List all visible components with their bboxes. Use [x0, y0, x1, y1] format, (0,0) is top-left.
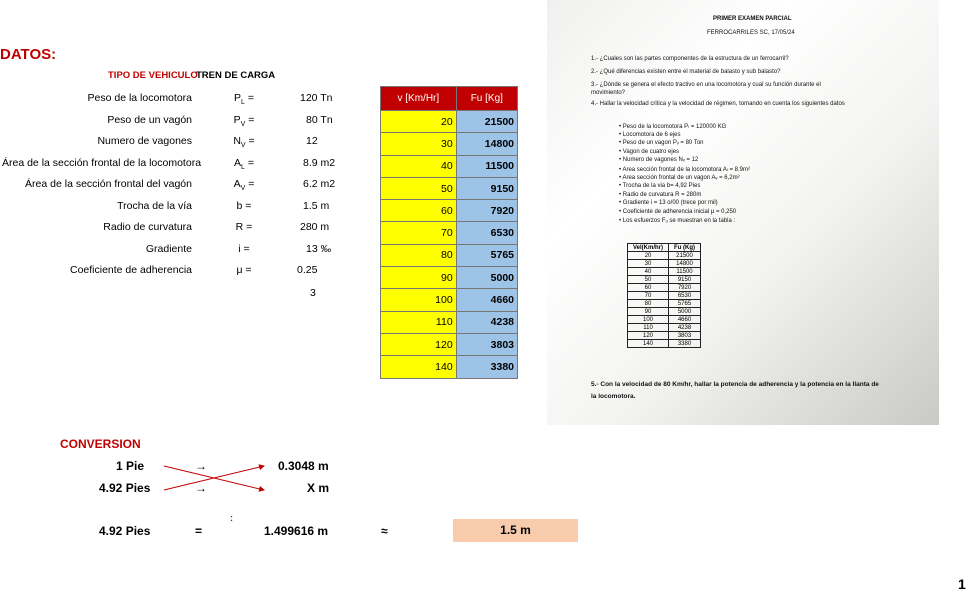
speed-cell: 70 — [381, 222, 457, 244]
exam-bullet-text: Los esfuerzos Fᵤ se muestran en la tabla : — [622, 217, 736, 224]
table-row — [381, 244, 518, 266]
exam-bullet — [619, 140, 704, 146]
exam-bullet — [619, 175, 740, 181]
bullet-dot-icon: • — [619, 167, 623, 173]
exam-bullet — [619, 123, 726, 130]
conv-row2-right: X m — [307, 481, 330, 495]
exam-bullet — [619, 192, 701, 198]
exam-bullet-text: Area sección frontal de un vagon Aᵥ = 6,2m² — [622, 174, 740, 181]
exam-table-row — [628, 332, 701, 340]
parameter-symbol — [214, 114, 274, 128]
parameter-symbol-main: A — [233, 178, 241, 190]
exam-bullet-text: Coeficiente de adherencia inicial μ = 0,250 — [622, 209, 737, 215]
exam-table-row — [628, 284, 701, 292]
exam-bullet-text: Vagon de cuatro ejes — [622, 148, 680, 155]
parameter-symbol — [214, 243, 274, 257]
exam-force-cell: 6530 — [669, 292, 701, 300]
force-cell: 6530 — [456, 222, 517, 244]
exam-table-row — [628, 276, 701, 284]
bullet-dot-icon: • — [619, 174, 623, 181]
parameter-value: 80 Tn — [306, 113, 333, 126]
bullet-dot-icon: • — [619, 191, 623, 198]
exam-speed-cell: 100 — [628, 316, 669, 324]
exam-bullet-text: Locomotora de 6 ejes — [622, 131, 681, 138]
parameter-value: 1.5 m — [303, 199, 330, 212]
exam-force-cell: 3803 — [669, 332, 701, 340]
parameter-symbol-main: μ — [236, 264, 243, 276]
result-approx: ≈ — [381, 524, 388, 538]
speed-cell: 120 — [381, 333, 457, 355]
exam-bullet-text: Peso de la locomotora Pₗ = 120000 KG — [622, 124, 727, 130]
parameter-symbol-main: i — [238, 242, 241, 255]
parameter-label: Peso de la locomotora — [87, 92, 192, 104]
conv-row2-arrow: → — [195, 481, 207, 495]
exam-title: PRIMER EXAMEN PARCIAL — [713, 16, 792, 22]
exam-speed-cell: 60 — [628, 284, 669, 292]
parameter-label: Área de la sección frontal del vagón — [25, 178, 192, 190]
exam-speed-cell: 120 — [628, 332, 669, 340]
exam-question: 3.- ¿Dónde se genera el efecto tractivo en una locomotora y cual su función durante el — [591, 82, 821, 88]
parameter-symbol — [214, 200, 274, 214]
parameter-label: Numero de vagones — [97, 135, 192, 147]
exam-force-cell: 21500 — [669, 252, 701, 260]
exam-bullet — [619, 183, 700, 189]
parameter-label: Área de la sección frontal de la locomotora — [2, 156, 202, 169]
parameter-equals: = — [245, 135, 255, 147]
exam-bullet-text: Radio de curvatura R = 280m — [622, 191, 702, 198]
exam-speed-cell: 110 — [628, 324, 669, 332]
parameter-equals: = — [245, 113, 255, 126]
parameter-symbol-main: P — [233, 113, 241, 126]
speed-cell: 60 — [381, 200, 457, 222]
header-speed: v [Km/Hr] — [381, 87, 457, 111]
bullet-dot-icon: • — [619, 148, 623, 155]
exam-bullet — [619, 149, 679, 155]
parameter-equals: = — [242, 199, 252, 212]
table-row — [381, 133, 518, 155]
exam-force-cell: 5765 — [669, 300, 701, 308]
parameter-value: 0.25 — [297, 264, 318, 276]
exam-bullet-text: Gradiente i = 13 o/00 (trece por mil) — [622, 200, 718, 207]
parameter-label: Radio de curvatura — [103, 221, 192, 233]
exam-question: 4.- Hallar la velocidad critica y la velocidad de régimen, tomando en cuenta los siguientes datos — [591, 101, 845, 107]
bullet-dot-icon: • — [619, 200, 623, 207]
speed-cell: 50 — [381, 177, 457, 199]
parameter-value: 120 Tn — [300, 92, 333, 104]
exam-question-5-cont: la locomotora. — [591, 393, 636, 400]
table-row — [381, 200, 518, 222]
bullet-dot-icon: • — [619, 209, 623, 215]
parameter-value: 12 — [306, 135, 318, 147]
exam-question: movimiento? — [591, 90, 626, 96]
parameter-symbol — [214, 221, 274, 235]
exam-table-row — [628, 300, 701, 308]
parameter-symbol-main: N — [233, 135, 241, 147]
force-cell: 3380 — [456, 356, 517, 378]
table-row — [381, 267, 518, 289]
parameter-equals: = — [242, 264, 252, 276]
exam-force-cell: 3380 — [669, 340, 701, 348]
exam-force-cell: 4238 — [669, 324, 701, 332]
conv-row2-left: 4.92 Pies — [99, 481, 151, 495]
parameter-symbol-main: P — [234, 92, 242, 104]
exam-table-row — [628, 260, 701, 268]
table-row — [381, 311, 518, 333]
exam-speed-cell: 40 — [628, 268, 669, 276]
parameter-label: Trocha de la vía — [117, 199, 192, 212]
parameter-equals: = — [244, 156, 254, 169]
parameter-label: Peso de un vagón — [107, 113, 192, 126]
exam-bullet-text: Numero de vagones Nᵥ = 12 — [622, 157, 699, 164]
force-cell: 7920 — [456, 200, 517, 222]
parameter-equals: = — [240, 242, 250, 255]
parameter-symbol-main: R — [235, 221, 244, 233]
vehicle-type-value: TREN DE CARGA — [196, 70, 276, 81]
parameter-symbol — [214, 178, 274, 192]
parameter-symbol-sub: V — [240, 142, 246, 150]
bullet-dot-icon: • — [619, 157, 623, 164]
parameter-value: 13 ‰ — [306, 242, 332, 255]
force-cell: 5765 — [456, 244, 517, 266]
exam-question-5: 5.- Con la velocidad de 80 Km/hr, hallar la potencia de adherencia y la potencia en la llanta de — [591, 381, 879, 388]
result-left: 4.92 Pies — [99, 524, 151, 538]
speed-cell: 30 — [381, 133, 457, 155]
exam-table — [627, 243, 701, 348]
table-row — [381, 222, 518, 244]
parameter-symbol-sub: L — [241, 99, 245, 107]
parameter-symbol — [214, 264, 274, 278]
parameter-symbol-main: A — [234, 156, 242, 169]
parameter-label: Gradiente — [145, 242, 192, 255]
exam-table-row — [628, 268, 701, 276]
exam-table-row — [628, 252, 701, 260]
exam-bullet — [619, 166, 750, 173]
parameter-label: Coeficiente de adherencia — [69, 264, 192, 276]
speed-cell: 80 — [381, 244, 457, 266]
force-cell: 3803 — [456, 333, 517, 355]
conv-row1-arrow: → — [195, 459, 207, 473]
speed-cell: 100 — [381, 289, 457, 311]
cross-multiply-lines — [160, 462, 270, 494]
speed-cell: 40 — [381, 155, 457, 177]
result-equals: = — [195, 524, 203, 538]
exam-table-row — [628, 308, 701, 316]
table-row — [381, 356, 518, 378]
exam-bullet — [619, 209, 736, 215]
page-title: DATOS: — [0, 46, 57, 63]
parameter-value: 280 m — [300, 221, 330, 233]
exam-bullet-text: Peso de un vagon Pᵥ = 80 Ton — [622, 140, 704, 147]
exam-table-row — [628, 316, 701, 324]
force-cell: 4238 — [456, 311, 517, 333]
result-value: 1.499616 m — [264, 524, 329, 538]
exam-subtitle: FERROCARRILES SC, 17/05/24 — [707, 30, 795, 36]
speed-force-table — [380, 86, 518, 379]
speed-cell: 90 — [381, 267, 457, 289]
exam-bullet-text: Trocha de la via b= 4,92 Pies — [622, 183, 701, 190]
parameter-symbol-sub: L — [241, 163, 245, 171]
result-rounded: 1.5 m — [453, 519, 578, 542]
exam-question: 1.- ¿Cuales son las partes componentes de la estructura de un ferrocarril? — [591, 56, 789, 62]
extra-number: 3 — [310, 287, 316, 299]
bullet-dot-icon: • — [619, 131, 623, 138]
table-row — [381, 289, 518, 311]
bullet-dot-icon: • — [619, 140, 623, 147]
table-row — [381, 155, 518, 177]
exam-speed-cell: 80 — [628, 300, 669, 308]
exam-speed-cell: 50 — [628, 276, 669, 284]
vehicle-type-label: TIPO DE VEHICULO — [108, 70, 198, 81]
bullet-dot-icon: • — [619, 124, 623, 130]
exam-force-cell: 4660 — [669, 316, 701, 324]
conversion-title: CONVERSION — [60, 437, 141, 451]
table-row — [381, 333, 518, 355]
force-cell: 9150 — [456, 177, 517, 199]
page-number: 1 — [958, 576, 966, 592]
exam-paper — [547, 0, 939, 425]
colon-mark: : — [230, 513, 233, 523]
exam-table-row — [628, 324, 701, 332]
parameter-equals: = — [245, 178, 255, 190]
parameter-symbol-sub: V — [240, 120, 246, 128]
exam-question: 2.- ¿Qué diferencias existen entre el material de balasto y sub balasto? — [591, 69, 781, 75]
parameter-equals: = — [243, 221, 253, 233]
exam-force-cell: 9150 — [669, 276, 701, 284]
header-force: Fu [Kg] — [456, 87, 517, 111]
exam-table-header-speed: Vel(Km/hr) — [628, 244, 669, 252]
speed-cell: 20 — [381, 111, 457, 133]
conv-row1-right: 0.3048 m — [278, 459, 329, 473]
parameter-symbol — [214, 135, 274, 149]
speed-cell: 140 — [381, 356, 457, 378]
force-cell: 14800 — [456, 133, 517, 155]
exam-speed-cell: 30 — [628, 260, 669, 268]
parameter-symbol-sub: V — [240, 185, 246, 193]
exam-force-cell: 5000 — [669, 308, 701, 316]
exam-table-header-force: Fu (Kg) — [669, 244, 701, 252]
exam-bullet-text: Area sección frontal de la locomotora Aₗ = 8.9m² — [622, 167, 750, 173]
table-row — [381, 177, 518, 199]
exam-force-cell: 7920 — [669, 284, 701, 292]
force-cell: 21500 — [456, 111, 517, 133]
bullet-dot-icon: • — [619, 183, 623, 190]
exam-bullet — [619, 200, 718, 206]
exam-photo — [547, 0, 939, 425]
speed-cell: 110 — [381, 311, 457, 333]
exam-force-cell: 14800 — [669, 260, 701, 268]
exam-bullet — [619, 218, 735, 224]
parameter-value: 8.9 m2 — [303, 156, 336, 169]
exam-speed-cell: 70 — [628, 292, 669, 300]
parameter-symbol-main: b — [236, 199, 243, 212]
exam-speed-cell: 20 — [628, 252, 669, 260]
parameter-symbol — [214, 92, 274, 106]
table-row — [381, 111, 518, 133]
parameter-symbol — [214, 157, 274, 171]
parameter-equals: = — [244, 92, 254, 104]
exam-force-cell: 11500 — [669, 268, 701, 276]
force-cell: 11500 — [456, 155, 517, 177]
exam-speed-cell: 90 — [628, 308, 669, 316]
bullet-dot-icon: • — [619, 217, 623, 224]
exam-bullet — [619, 157, 698, 163]
exam-table-row — [628, 292, 701, 300]
exam-table-row — [628, 340, 701, 348]
exam-speed-cell: 140 — [628, 340, 669, 348]
exam-bullet — [619, 132, 680, 138]
force-cell: 5000 — [456, 267, 517, 289]
conv-row1-left: 1 Pie — [116, 459, 145, 473]
parameter-value: 6.2 m2 — [303, 178, 336, 190]
force-cell: 4660 — [456, 289, 517, 311]
